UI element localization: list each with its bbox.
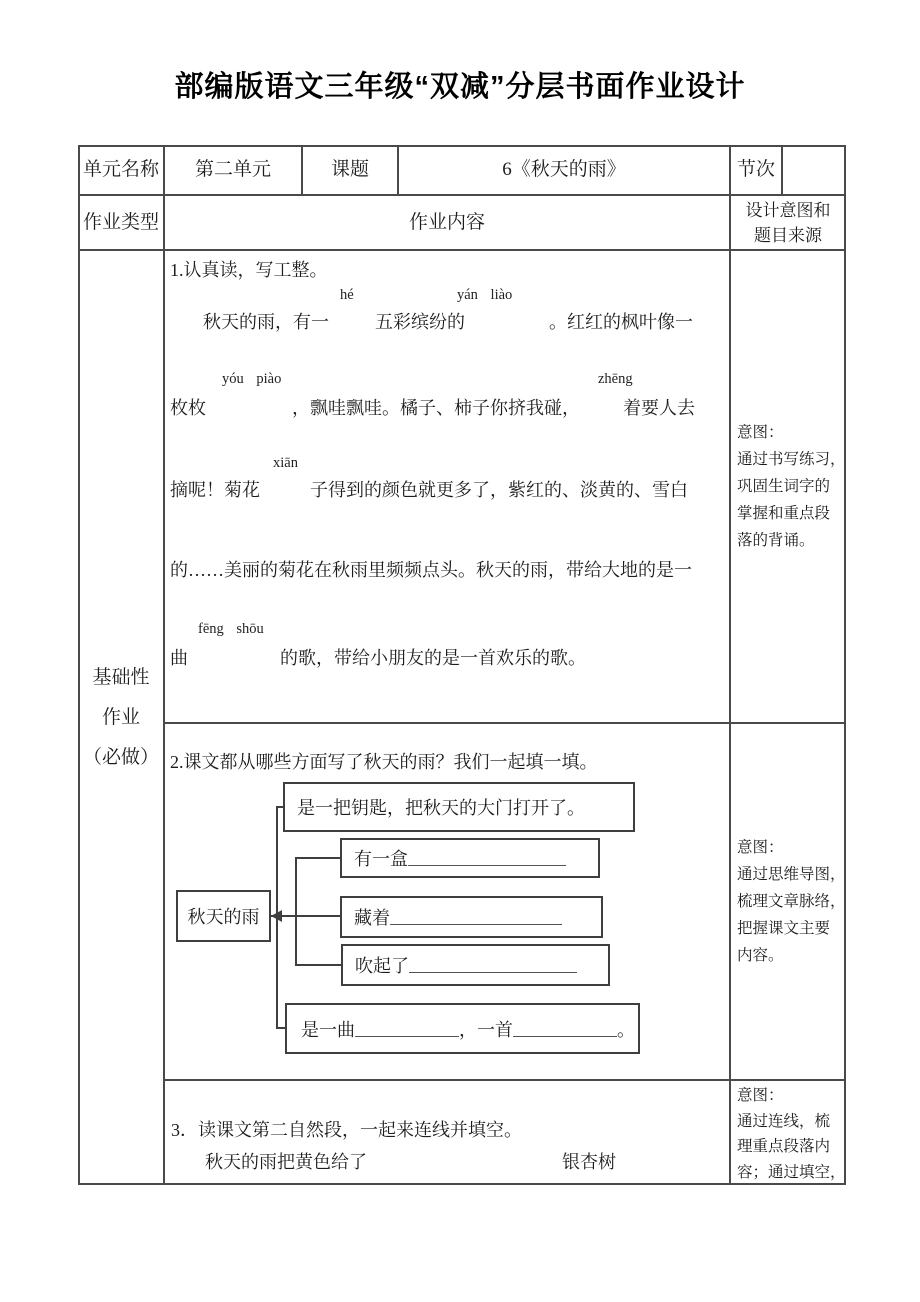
exercise2-heading: 2.课文都从哪些方面写了秋天的雨？我们一起填一填。 <box>170 752 598 772</box>
work-content-area <box>164 250 730 1185</box>
intent1-line: 通过书写练习， <box>737 451 846 468</box>
line1-b: 五彩缤纷的 <box>375 312 465 332</box>
mindmap-box-song-b: ，一首 <box>459 1019 513 1040</box>
pinyin-yanliao: yán liào <box>457 287 513 303</box>
mindmap-box-color-label: 有一盒 <box>354 849 408 869</box>
mindmap-box-key-label: 是一把钥匙，把秋天的大门打开了。 <box>297 798 585 818</box>
intent2-line: 内容。 <box>737 947 784 964</box>
line5-b: 的歌，带给小朋友的是一首欢乐的歌。 <box>280 648 586 668</box>
line2-b: ，飘哇飘哇。橘子、柿子你挤我碰， <box>292 398 580 418</box>
pinyin-xian: xiān <box>273 455 298 471</box>
mindmap-box-key <box>283 782 635 832</box>
intent1-line: 掌握和重点段 <box>737 505 831 522</box>
work-content-label: 作业内容 <box>408 211 485 233</box>
intent-block-3 <box>730 1081 846 1185</box>
intent3-line: 通过连线，梳 <box>737 1112 831 1130</box>
line2-a: 枚枚 <box>170 398 206 418</box>
mindmap-box-blow <box>341 944 610 986</box>
intent2-line: 把握课文主要 <box>737 920 831 937</box>
intent2-line: 意图： <box>737 839 784 856</box>
topic-label: 课题 <box>330 159 369 180</box>
pinyin-fengshou: fēng shōu <box>198 621 264 637</box>
work-type-basic-line3: （必做） <box>82 746 159 768</box>
work-type-label: 作业类型 <box>82 211 159 233</box>
line1-a: 秋天的雨，有一 <box>203 312 329 332</box>
work-type-basic-line1: 基础性 <box>92 666 150 688</box>
intent1-line: 巩固生词字的 <box>737 478 831 495</box>
pinyin-youpiao: yóu piào <box>222 371 282 387</box>
intent3-line: 理重点段落内 <box>737 1138 831 1155</box>
mindmap-root-label: 秋天的雨 <box>187 907 260 927</box>
intent2-line: 通过思维导图， <box>737 866 846 883</box>
mindmap-box-song-c: 。 <box>617 1019 635 1040</box>
work-type-basic-header <box>78 250 164 1185</box>
line3-a: 摘呢！菊花 <box>170 480 260 500</box>
design-intent-label-line2: 题目来源 <box>754 225 822 245</box>
line3-b: 子得到的颜色就更多了，紫红的、淡黄的、雪白 <box>310 480 688 500</box>
exercise1-heading: 1.认真读，写工整。 <box>170 260 328 280</box>
mindmap-box-color <box>340 838 600 878</box>
mindmap-box-song <box>285 1003 640 1054</box>
exercise3-fill-left: 秋天的雨把黄色给了 <box>205 1152 367 1172</box>
mindmap-box-hide-label: 藏着 <box>354 908 390 928</box>
exercise3-match-right: 银杏树 <box>562 1152 616 1172</box>
intent1-line: 意图： <box>737 424 784 441</box>
topic-value: 6《秋天的雨》 <box>502 159 626 180</box>
line2-c: 着要人去 <box>623 398 695 418</box>
intent3-line: 容；通过填空， <box>737 1163 846 1181</box>
exercise1-line4: 的……美丽的菊花在秋雨里频频点头。秋天的雨，带给大地的是一 <box>170 560 692 580</box>
design-intent-label <box>730 195 846 250</box>
pinyin-he: hé <box>340 287 354 303</box>
page-title: 部编版语文三年级“双减”分层书面作业设计 <box>174 71 746 103</box>
session-value <box>782 145 846 195</box>
fill-blank-line <box>390 909 562 925</box>
line1-c: 。红红的枫叶像一 <box>549 312 693 332</box>
mindmap-root-box <box>176 890 271 942</box>
mindmap-box-hide <box>340 896 603 938</box>
session-label: 节次 <box>736 159 775 180</box>
mindmap-box-blow-label: 吹起了 <box>355 956 409 976</box>
mindmap-box-song-a: 是一曲 <box>301 1019 355 1040</box>
fill-blank-line <box>513 1021 617 1037</box>
intent1-line: 落的背诵。 <box>737 532 815 549</box>
unit-name-value: 第二单元 <box>194 159 271 180</box>
intent-block-2 <box>730 723 846 1080</box>
fill-blank-line <box>408 850 566 866</box>
work-type-basic-line2: 作业 <box>101 706 140 728</box>
intent3-line: 意图： <box>737 1087 784 1104</box>
intent-block-1 <box>730 250 846 723</box>
pinyin-zheng: zhēng <box>598 371 633 387</box>
intent2-line: 梳理文章脉络， <box>737 893 846 910</box>
fill-blank-line <box>355 1021 459 1037</box>
unit-name-label: 单元名称 <box>82 159 159 180</box>
fill-blank-line <box>409 957 577 973</box>
design-intent-label-line1: 设计意图和 <box>745 200 831 220</box>
exercise3-heading: 3．读课文第二自然段，一起来连线并填空。 <box>171 1120 522 1140</box>
line5-a: 曲 <box>170 648 188 668</box>
